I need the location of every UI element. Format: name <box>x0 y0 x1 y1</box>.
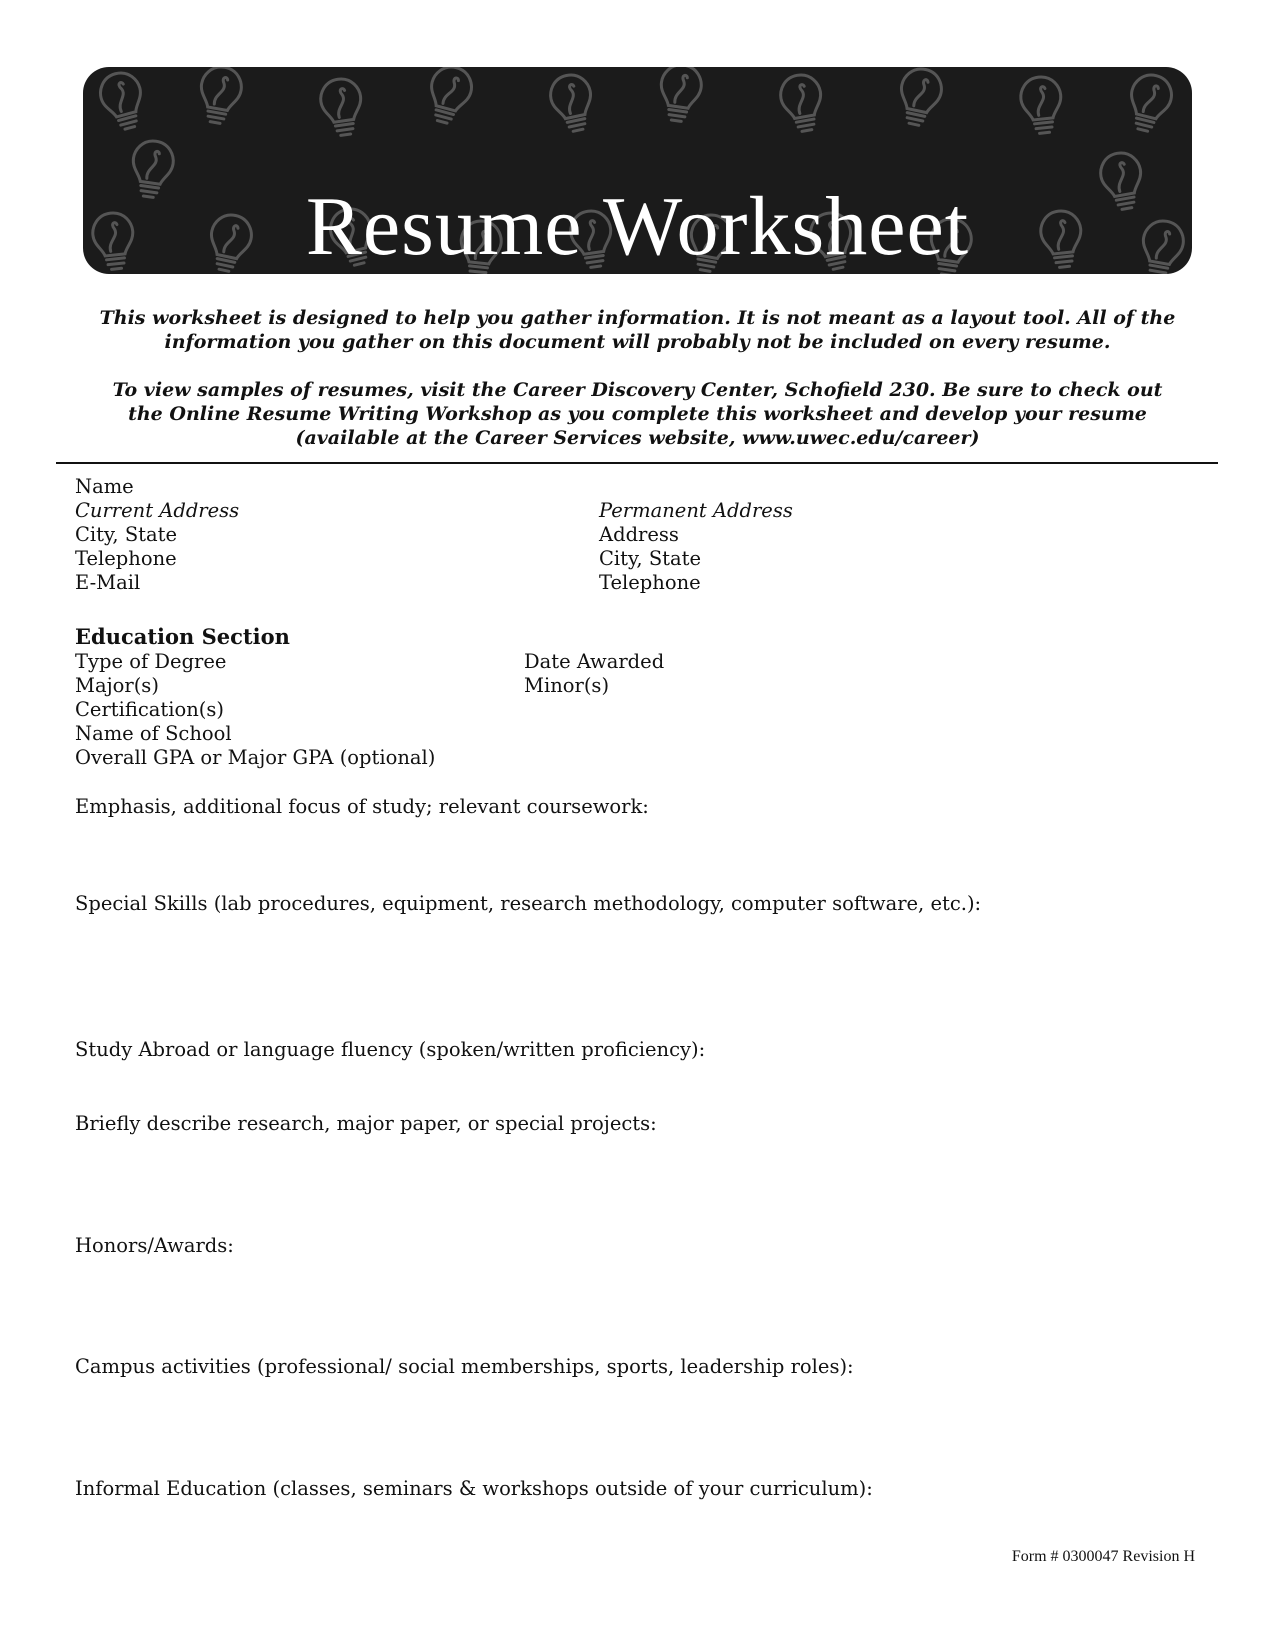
perm-telephone-label: Telephone <box>599 571 701 594</box>
page-title: Resume Worksheet <box>305 180 970 273</box>
date-awarded-label: Date Awarded <box>524 650 665 673</box>
minors-label: Minor(s) <box>524 674 610 697</box>
email-label: E-Mail <box>75 571 141 594</box>
perm-address-label: Address <box>599 523 679 546</box>
type-of-degree-label: Type of Degree <box>75 650 227 673</box>
name-field-label: Name <box>75 475 134 498</box>
perm-city-state-label: City, State <box>599 547 702 570</box>
special-skills-prompt: Special Skills (lab procedures, equipment, research methodology, computer software, etc.): <box>75 892 982 915</box>
current-address-label: Current Address <box>75 499 240 522</box>
majors-label: Major(s) <box>75 674 159 697</box>
intro-line: the Online Resume Writing Workshop as you complete this worksheet and develop your resume <box>128 403 1147 425</box>
telephone-label: Telephone <box>75 547 177 570</box>
intro-line: To view samples of resumes, visit the Career Discovery Center, Schofield 230. Be sure to check out <box>112 379 1163 401</box>
intro-line: information you gather on this document will probably not be included on every resume. <box>164 331 1111 353</box>
emphasis-prompt: Emphasis, additional focus of study; relevant coursework: <box>75 795 649 818</box>
intro-line: (available at the Career Services website, www.uwec.edu/career) <box>295 427 980 449</box>
intro-line: This worksheet is designed to help you gather information. It is not meant as a layout tool. All of the <box>99 307 1176 329</box>
city-state-label: City, State <box>75 523 178 546</box>
form-number: Form # 0300047 Revision H <box>1011 1548 1195 1565</box>
school-name-label: Name of School <box>75 722 232 745</box>
research-prompt: Briefly describe research, major paper, or special projects: <box>75 1112 657 1135</box>
gpa-label: Overall GPA or Major GPA (optional) <box>75 746 436 769</box>
study-abroad-prompt: Study Abroad or language fluency (spoken/written proficiency): <box>75 1038 706 1061</box>
honors-prompt: Honors/Awards: <box>75 1234 234 1257</box>
divider <box>56 462 1218 464</box>
education-heading: Education Section <box>75 624 290 649</box>
campus-activities-prompt: Campus activities (professional/ social memberships, sports, leadership roles): <box>75 1355 854 1378</box>
certifications-label: Certification(s) <box>75 698 225 721</box>
permanent-address-label: Permanent Address <box>599 499 793 522</box>
informal-education-prompt: Informal Education (classes, seminars & workshops outside of your curriculum): <box>75 1477 873 1500</box>
header-banner <box>83 67 1192 274</box>
